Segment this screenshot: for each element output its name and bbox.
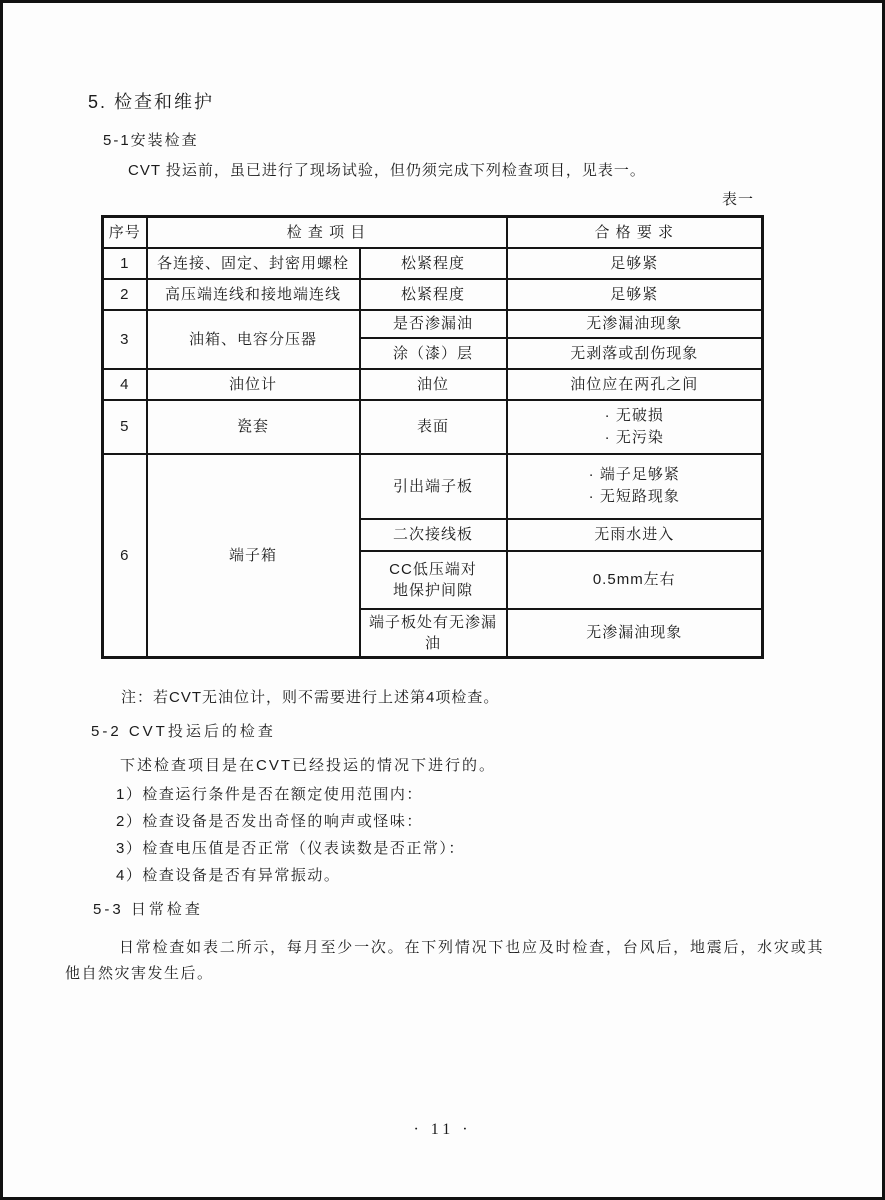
bullet-line: · 无污染 — [604, 428, 664, 446]
cell-sub-item: 端子板处有无渗漏油 — [360, 609, 507, 658]
cell-item: 油箱、电容分压器 — [147, 310, 360, 369]
check-item: 2）检查设备是否发出奇怪的响声或怪味： — [116, 812, 423, 830]
cell-sub-item: 油位 — [360, 369, 507, 400]
requirement-bullet-list — [589, 464, 680, 508]
subsection-5-1-title: 5-1安装检查 — [103, 132, 199, 149]
header-item: 检 查 项 目 — [147, 217, 507, 248]
table-row — [103, 248, 763, 279]
cell-requirement — [507, 400, 763, 454]
subsection-5-3-title: 5-3 日常检查 — [93, 900, 203, 918]
cell-requirement: 足够紧 — [507, 279, 763, 310]
table-row — [103, 454, 763, 519]
cell-sub-item: 引出端子板 — [360, 454, 507, 519]
cell-no: 3 — [103, 310, 147, 369]
sub-item-line: CC低压端对 — [389, 560, 477, 578]
cell-sub-item: 二次接线板 — [360, 519, 507, 551]
cell-requirement: 足够紧 — [507, 248, 763, 279]
check-list — [116, 781, 822, 889]
sub-item-line: 地保护间隙 — [393, 581, 474, 599]
cell-sub-item: 是否渗漏油 — [360, 310, 507, 338]
table-row — [103, 369, 763, 400]
bullet-line: · 无破损 — [604, 406, 664, 424]
header-no: 序号 — [103, 217, 147, 248]
cell-sub-item: 表面 — [360, 400, 507, 454]
cell-item: 高压端连线和接地端连线 — [147, 279, 360, 310]
check-item: 1）检查运行条件是否在额定使用范围内： — [116, 785, 423, 803]
bullet-line: · 无短路现象 — [588, 488, 680, 505]
cell-item: 端子箱 — [147, 454, 360, 658]
cell-sub-item — [360, 551, 507, 609]
cell-requirement: 无渗漏油现象 — [507, 310, 763, 338]
check-item: 4）检查设备是否有异常振动。 — [116, 866, 341, 884]
cell-requirement: 无雨水进入 — [507, 519, 763, 551]
table-note: 注：若CVT无油位计，则不需要进行上述第4项检查。 — [121, 688, 500, 706]
check-item: 3）检查电压值是否正常（仪表读数是否正常）： — [116, 839, 465, 857]
table-one-label: 表一 — [721, 191, 754, 208]
cell-no: 5 — [103, 400, 147, 454]
cell-requirement — [507, 454, 763, 519]
cell-requirement: 无渗漏油现象 — [507, 609, 763, 658]
cell-no: 4 — [103, 369, 147, 400]
cell-no: 1 — [103, 248, 147, 279]
cell-item: 瓷套 — [147, 400, 360, 454]
post-commissioning-intro: 下述检查项目是在CVT已经投运的情况下进行的。 — [120, 756, 497, 774]
cell-requirement: 无剥落或刮伤现象 — [507, 338, 763, 369]
section-title: 5. 检查和维护 — [88, 92, 215, 112]
inspection-table — [101, 215, 764, 659]
page-number: · 11 · — [413, 1121, 472, 1138]
table-row — [103, 400, 763, 454]
bullet-line: · 端子足够紧 — [588, 466, 680, 483]
cell-no: 6 — [103, 454, 147, 658]
cell-requirement: 油位应在两孔之间 — [507, 369, 763, 400]
requirement-bullet-list — [605, 405, 664, 449]
table-row — [103, 310, 763, 338]
installation-intro-text: CVT 投运前，虽已进行了现场试验，但仍须完成下列检查项目，见表一。 — [128, 162, 646, 179]
table-header-row — [103, 217, 763, 248]
table-row — [103, 279, 763, 310]
cell-requirement: 0.5mm左右 — [507, 551, 763, 609]
header-requirement: 合 格 要 求 — [507, 217, 763, 248]
daily-inspection-text: 日常检查如表二所示，每月至少一次。在下列情况下也应及时检查，台风后，地震后，水灾或其他自然灾害发生后。 — [65, 938, 824, 982]
subsection-5-2-title: 5-2 CVT投运后的检查 — [91, 722, 276, 740]
cell-item: 各连接、固定、封密用螺栓 — [147, 248, 360, 279]
cell-sub-item: 松紧程度 — [360, 279, 507, 310]
cell-sub-item: 涂（漆）层 — [360, 338, 507, 369]
cell-no: 2 — [103, 279, 147, 310]
cell-item: 油位计 — [147, 369, 360, 400]
cell-sub-item: 松紧程度 — [360, 248, 507, 279]
